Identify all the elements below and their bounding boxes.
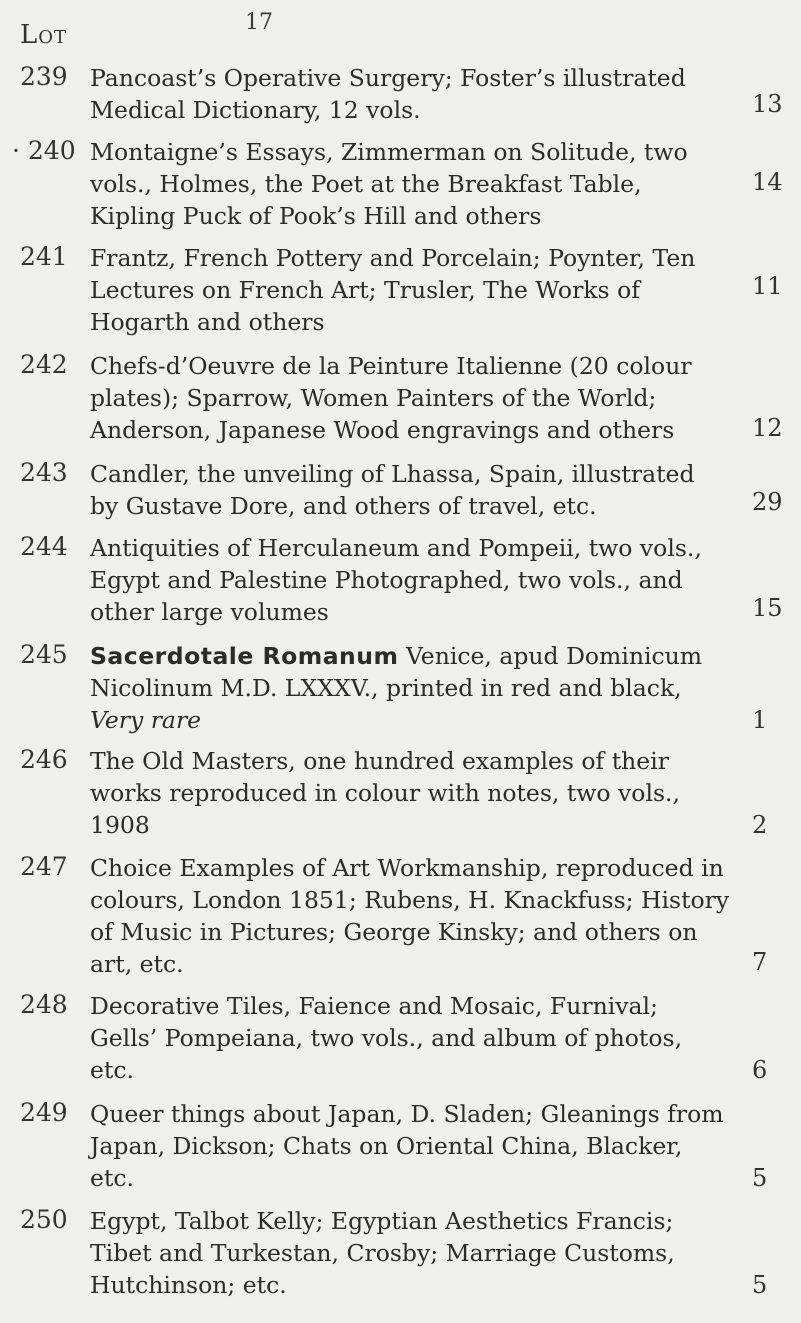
lot-quantity: 7	[752, 948, 768, 976]
lot-number: 248	[20, 990, 68, 1019]
lot-quantity: 5	[752, 1164, 768, 1192]
lot-description: Egypt, Talbot Kelly; Egyptian Aesthetics Francis; Tibet and Turkestan, Crosby; Marriage Customs, Hutchinson; etc.	[90, 1207, 675, 1299]
lot-quantity: 14	[752, 168, 783, 196]
lot-description	[90, 640, 730, 736]
lot-number: 245	[20, 640, 68, 669]
lot-number: 239	[20, 62, 68, 91]
lot-column-header: Lot	[20, 20, 68, 50]
lot-description: Queer things about Japan, D. Sladen; Gleanings from Japan, Dickson; Chats on Oriental China, Blacker, etc.	[90, 1100, 724, 1192]
lot-quantity: 6	[752, 1056, 768, 1084]
lot-rarity-note: Very rare	[90, 706, 202, 734]
lot-quantity: 15	[752, 594, 783, 622]
lot-number: 249	[20, 1098, 68, 1127]
lot-description: Chefs-d’Oeuvre de la Peinture Italienne (20 colour plates); Sparrow, Women Painters of the World; Anderson, Japanese Wood engravings and others	[90, 352, 692, 444]
lot-description: Montaigne’s Essays, Zimmerman on Solitude, two vols., Holmes, the Poet at the Breakfast Table, Kipling Puck of Pook’s Hill and others	[90, 138, 688, 230]
lot-quantity: 11	[752, 272, 783, 300]
lot-number: 247	[20, 852, 68, 881]
lot-description: Frantz, French Pottery and Porcelain; Poynter, Ten Lectures on French Art; Trusler, The Works of Hogarth and others	[90, 244, 696, 336]
lot-number: · 240	[12, 136, 76, 165]
lot-number: 241	[20, 242, 68, 271]
lot-quantity: 1	[752, 706, 768, 734]
lot-description-text: Venice, apud Dominicum Nicolinum M.D. LXXXV., printed in red and black,	[90, 642, 703, 702]
lot-description: The Old Masters, one hundred examples of their works reproduced in colour with notes, two vols., 1908	[90, 747, 680, 839]
lot-quantity: 2	[752, 811, 768, 839]
lot-number: 244	[20, 532, 68, 561]
lot-number: 243	[20, 458, 68, 487]
lot-description: Pancoast’s Operative Surgery; Foster’s illustrated Medical Dictionary, 12 vols.	[90, 64, 686, 124]
page-number: 17	[245, 10, 273, 35]
lot-description: Choice Examples of Art Workmanship, reproduced in colours, London 1851; Rubens, H. Knackfuss; History of Music in Pictures; George Kinsky; and others on art, etc.	[90, 854, 730, 978]
lot-quantity: 5	[752, 1271, 768, 1299]
lot-number: 242	[20, 350, 68, 379]
lot-quantity: 13	[752, 90, 783, 118]
lot-quantity: 12	[752, 414, 783, 442]
lot-title-bold: Sacerdotale Romanum	[90, 642, 399, 670]
lot-number: 250	[20, 1205, 68, 1234]
lot-quantity: 29	[752, 488, 783, 516]
lot-description: Antiquities of Herculaneum and Pompeii, two vols., Egypt and Palestine Photographed, two vols., and other large volumes	[90, 534, 702, 626]
lot-description: Candler, the unveiling of Lhassa, Spain, illustrated by Gustave Dore, and others of travel, etc.	[90, 460, 695, 520]
lot-number: 246	[20, 745, 68, 774]
lot-description: Decorative Tiles, Faience and Mosaic, Furnival; Gells’ Pompeiana, two vols., and album of photos, etc.	[90, 992, 683, 1084]
